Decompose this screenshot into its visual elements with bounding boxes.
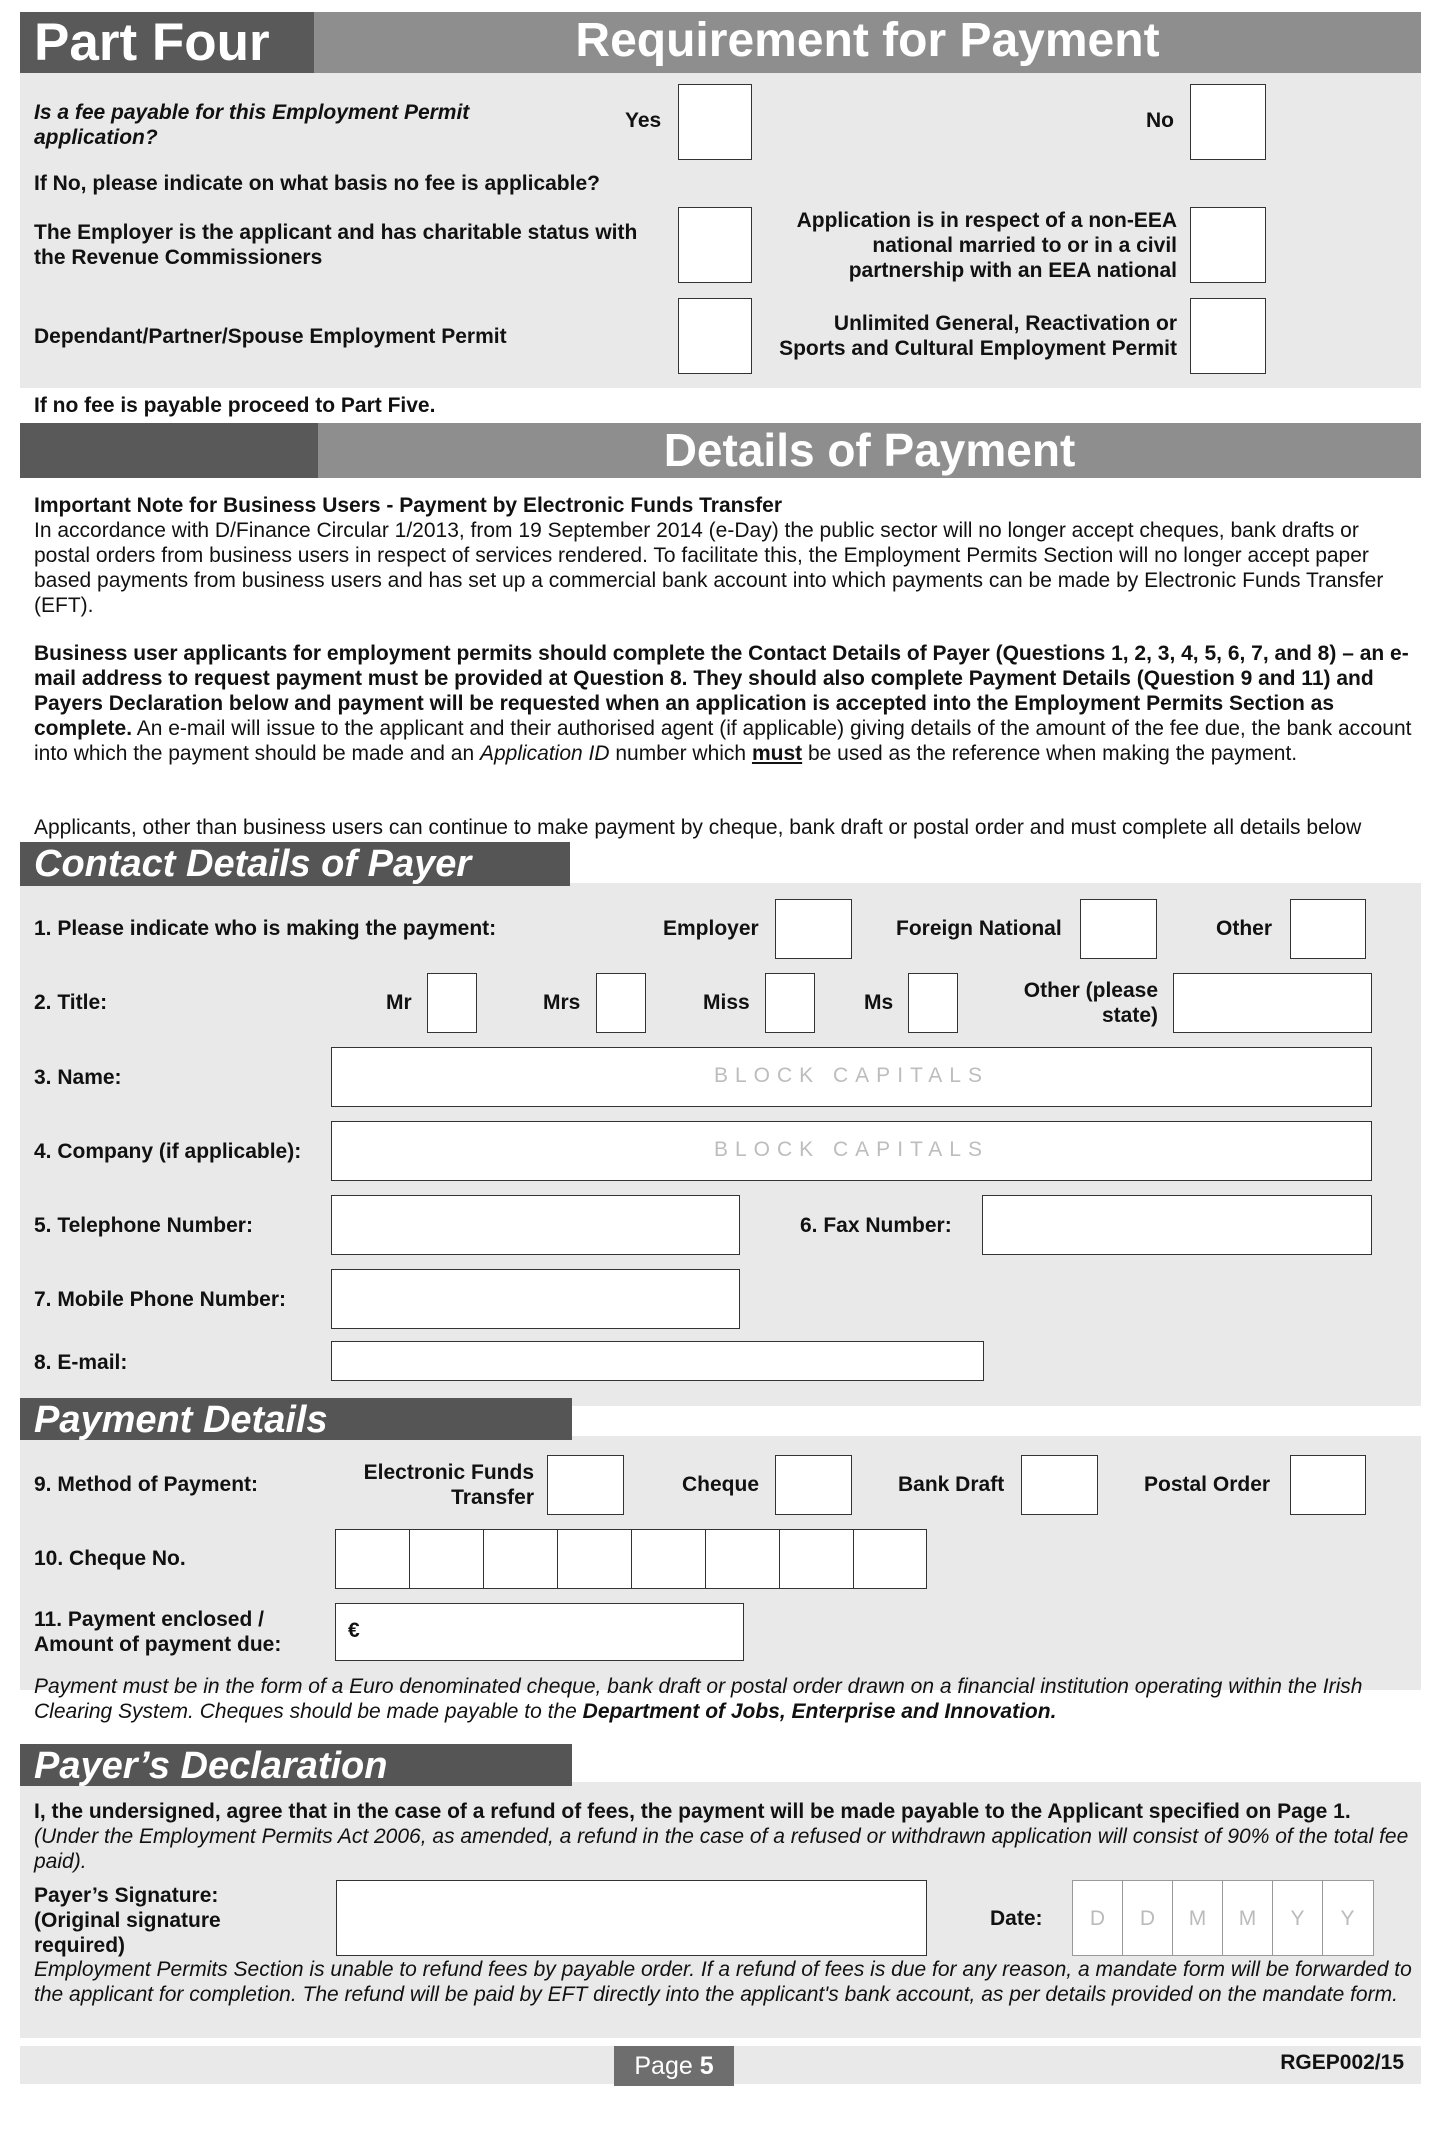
ms-label: Ms — [864, 991, 894, 1014]
foreign-national-label: Foreign National — [896, 917, 1062, 940]
mrs-label: Mrs — [543, 991, 581, 1014]
note-text: In accordance with D/Finance Circular 1/2013, from 19 September 2014 (e-Day) the public sector will no longer accept cheques, bank drafts or postal orders from business users in respect of services rendered. To facilitate this, the Employment Permits Section will no longer accept paper based payments from business users and has set up a commercial bank account into which payments can be made by Electronic Funds Transfer (EFT). — [34, 519, 1384, 617]
date-month-cell: M — [1173, 1881, 1223, 1955]
company-input[interactable] — [331, 1121, 1372, 1181]
other-title-label: Other (please state) — [1023, 979, 1158, 1027]
eft-checkbox[interactable] — [547, 1455, 624, 1515]
no-checkbox[interactable] — [1190, 84, 1266, 160]
note-heading: Important Note for Business Users - Payment by Electronic Funds Transfer — [34, 494, 783, 517]
fee-question: Is a fee payable for this Employment Permit application? — [34, 101, 470, 149]
cheque-number-input[interactable] — [335, 1529, 927, 1589]
employer-label: Employer — [663, 917, 759, 940]
q10-label: 10. Cheque No. — [34, 1547, 186, 1570]
other-payer-checkbox[interactable] — [1290, 899, 1366, 959]
q11-label: 11. Payment enclosed / Amount of payment due: — [34, 1608, 282, 1656]
date-input[interactable] — [1072, 1880, 1374, 1956]
mr-checkbox[interactable] — [427, 973, 477, 1033]
cheque-label: Cheque — [682, 1473, 760, 1496]
cheque-digit-cell — [484, 1530, 558, 1588]
date-day-cell: D — [1073, 1881, 1123, 1955]
date-year-cell: Y — [1340, 1907, 1355, 1930]
q6-label: 6. Fax Number: — [800, 1214, 952, 1237]
contact-details-header: Contact Details of Payer — [20, 842, 570, 886]
miss-checkbox[interactable] — [765, 973, 815, 1033]
date-year-cell: Y — [1273, 1881, 1323, 1955]
business-text-3: be used as the reference when making the payment. — [802, 742, 1298, 765]
business-text-1: An e-mail will issue to the applicant and their authorised agent (if applicable) giving details of the amount of the fee due, the bank account into which the payment should be made and an — [34, 717, 1412, 765]
cheque-digit-cell — [632, 1530, 706, 1588]
declaration-statement: I, the undersigned, agree that in the case of a refund of fees, the payment will be made payable to the Applicant specified on Page 1. — [34, 1800, 1351, 1823]
q7-label: 7. Mobile Phone Number: — [34, 1288, 287, 1311]
bank-draft-label: Bank Draft — [898, 1473, 1005, 1496]
part-title: Requirement for Payment — [314, 12, 1421, 73]
q1-label: 1. Please indicate who is making the payment: — [34, 917, 497, 940]
date-label: Date: — [990, 1907, 1043, 1930]
unlimited-label: Unlimited General, Reactivation or Sports and Cultural Employment Permit — [779, 312, 1177, 360]
yes-checkbox[interactable] — [678, 84, 752, 160]
details-of-payment-title: Details of Payment — [318, 423, 1421, 478]
q8-label: 8. E-mail: — [34, 1351, 128, 1374]
mr-label: Mr — [386, 991, 412, 1014]
postal-order-label: Postal Order — [1144, 1473, 1271, 1496]
payee-name: Department of Jobs, Enterprise and Innovation. — [582, 1700, 1057, 1723]
declaration-text — [34, 1799, 1419, 1874]
cheque-digit-cell — [410, 1530, 484, 1588]
non-eea-checkbox[interactable] — [1190, 207, 1266, 283]
must-text: must — [751, 742, 803, 765]
business-text-2: number which — [609, 742, 752, 765]
other-payer-label: Other — [1216, 917, 1273, 940]
foreign-national-checkbox[interactable] — [1080, 899, 1157, 959]
page-word: Page — [634, 2052, 693, 2080]
eft-label: Electronic Funds Transfer — [363, 1461, 534, 1509]
refund-note: Employment Permits Section is unable to refund fees by payable order. If a refund of fees is due for any reason, a mandate form will be forwarded to the applicant for completion. The refund will be paid by EFT directly into the applicant's bank account, as per details provided on the mandate form. — [34, 1958, 1412, 2006]
signature-note: (Original signature required) — [34, 1909, 221, 1957]
q9-label: 9. Method of Payment: — [34, 1473, 259, 1496]
declaration-statement-note: (Under the Employment Permits Act 2006, as amended, a refund in the case of a refused or withdrawn application will consist of 90% of the total fee paid). — [34, 1825, 1409, 1873]
dependant-checkbox[interactable] — [678, 298, 752, 374]
mrs-checkbox[interactable] — [596, 973, 646, 1033]
other-title-input[interactable] — [1173, 973, 1372, 1033]
q2-label: 2. Title: — [34, 991, 108, 1014]
payers-declaration-header: Payer’s Declaration — [20, 1744, 572, 1786]
cheque-checkbox[interactable] — [775, 1455, 852, 1515]
email-input[interactable] — [331, 1341, 984, 1381]
signature-field[interactable] — [336, 1880, 927, 1956]
name-placeholder: BLOCK CAPITALS — [713, 1064, 989, 1087]
signature-label: Payer’s Signature: — [34, 1884, 219, 1907]
q3-label: 3. Name: — [34, 1066, 122, 1089]
payment-note-text: Payment must be in the form of a Euro denominated cheque, bank draft or postal order drawn on a financial institution operating within the Irish Clearing System. Cheques should be made payable to the — [34, 1675, 1363, 1723]
fax-input[interactable] — [982, 1195, 1372, 1255]
ms-checkbox[interactable] — [908, 973, 958, 1033]
form-code: RGEP002/15 — [1280, 2051, 1404, 2074]
mobile-input[interactable] — [331, 1269, 740, 1329]
page-number: 5 — [699, 2052, 714, 2080]
business-users-paragraph — [34, 641, 1414, 766]
yes-label: Yes — [625, 109, 662, 132]
no-label: No — [1146, 109, 1174, 132]
q5-label: 5. Telephone Number: — [34, 1214, 253, 1237]
non-eea-label: Application is in respect of a non-EEA national married to or in a civil partnership with an EEA national — [796, 209, 1177, 282]
page-number-badge — [614, 2046, 734, 2086]
cheque-digit-cell — [336, 1530, 410, 1588]
name-input[interactable] — [331, 1047, 1372, 1107]
charitable-checkbox[interactable] — [678, 207, 752, 283]
bank-draft-checkbox[interactable] — [1021, 1455, 1098, 1515]
company-placeholder: BLOCK CAPITALS — [713, 1138, 989, 1161]
q4-label: 4. Company (if applicable): — [34, 1140, 302, 1163]
part-label: Part Four — [20, 12, 314, 73]
miss-label: Miss — [703, 991, 750, 1014]
cheque-digit-cell — [558, 1530, 632, 1588]
telephone-input[interactable] — [331, 1195, 740, 1255]
no-fee-basis-question: If No, please indicate on what basis no fee is applicable? — [34, 172, 600, 195]
important-note — [34, 493, 1414, 618]
proceed-note: If no fee is payable proceed to Part Five. — [34, 394, 436, 417]
payment-note — [34, 1674, 1419, 1724]
date-day-cell: D — [1123, 1881, 1173, 1955]
cheque-digit-cell — [780, 1530, 854, 1588]
charitable-label: The Employer is the applicant and has charitable status with the Revenue Commissioners — [34, 221, 638, 269]
application-id-text: Application ID — [479, 742, 610, 765]
payment-details-header: Payment Details — [20, 1398, 572, 1440]
business-bold-text: Business user applicants for employment permits should complete the Contact Details of Payer (Questions 1, 2, 3, 4, 5, 6, 7, and 8) – an e-mail address to request payment must be provided at Question 8. They should also complete Payment Details (Question 9 and 11) and Payers Declaration below and payment will be requested when an application is accepted into the Employment Permits Section as complete. — [34, 642, 1409, 740]
employer-checkbox[interactable] — [775, 899, 852, 959]
other-applicants-note: Applicants, other than business users can continue to make payment by cheque, bank draft or postal order and must complete all details below — [34, 816, 1362, 839]
date-month-cell: M — [1223, 1881, 1273, 1955]
details-header-left — [20, 423, 318, 478]
dependant-label: Dependant/Partner/Spouse Employment Permit — [34, 325, 507, 348]
payment-amount-input[interactable] — [335, 1603, 744, 1661]
cheque-digit-cell — [706, 1530, 780, 1588]
unlimited-checkbox[interactable] — [1190, 298, 1266, 374]
postal-order-checkbox[interactable] — [1290, 1455, 1366, 1515]
euro-symbol: € — [348, 1619, 360, 1642]
